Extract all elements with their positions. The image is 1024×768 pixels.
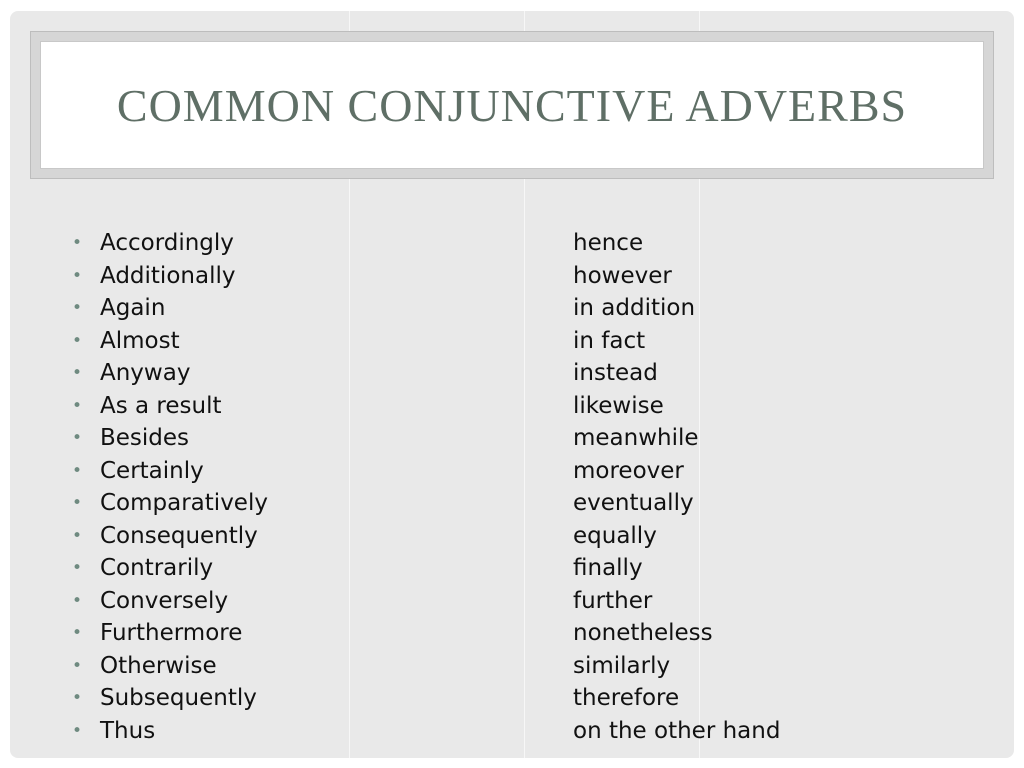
- left-adverb-list: [72, 227, 268, 747]
- list-item-text: As a result: [100, 392, 222, 419]
- bullet-icon: •: [72, 623, 83, 643]
- list-item: however: [573, 262, 672, 289]
- list-item-text: Furthermore: [100, 620, 243, 646]
- slide-title: COMMON CONJUNCTIVE ADVERBS: [116, 79, 908, 131]
- list-item: [72, 715, 268, 748]
- list-item: [72, 325, 268, 358]
- list-item: in addition: [573, 295, 696, 321]
- bullet-icon: •: [72, 493, 83, 513]
- list-item-text: Additionally: [100, 262, 236, 289]
- bullet-icon: •: [72, 428, 83, 448]
- list-item-text: Again: [100, 295, 166, 321]
- bullet-icon: •: [72, 265, 83, 286]
- list-item: [72, 617, 268, 650]
- list-item: instead: [573, 360, 658, 386]
- list-item: hence: [573, 230, 644, 256]
- bullet-icon: •: [72, 395, 83, 416]
- list-item-text: Contrarily: [100, 555, 214, 581]
- list-item: [72, 455, 268, 488]
- list-item: [72, 422, 268, 455]
- list-item: [72, 357, 268, 390]
- bullet-icon: •: [72, 590, 83, 611]
- bullet-icon: •: [72, 298, 83, 318]
- list-item-text: Accordingly: [100, 230, 234, 256]
- list-item: [72, 650, 268, 683]
- list-item: further: [573, 587, 653, 614]
- list-item-text: Comparatively: [100, 490, 268, 516]
- list-item: finally: [573, 555, 643, 581]
- list-item-text: Anyway: [100, 360, 191, 386]
- bullet-icon: •: [72, 330, 83, 351]
- bullet-icon: •: [72, 460, 83, 481]
- list-item: eventually: [573, 490, 694, 516]
- bullet-icon: •: [72, 233, 83, 253]
- list-item: on the other hand: [573, 717, 781, 744]
- list-item: [72, 585, 268, 618]
- list-item: [72, 487, 268, 520]
- bullet-icon: •: [72, 720, 83, 741]
- title-frame: [30, 31, 994, 179]
- slide: [10, 11, 1014, 758]
- bullet-icon: •: [72, 558, 83, 578]
- list-item: [72, 227, 268, 260]
- list-item: likewise: [573, 392, 664, 419]
- list-item: [72, 682, 268, 715]
- bullet-icon: •: [72, 655, 83, 676]
- list-item: meanwhile: [573, 425, 699, 451]
- list-item-text: Certainly: [100, 457, 204, 484]
- list-item-text: Conversely: [100, 587, 229, 614]
- list-item: therefore: [573, 685, 680, 711]
- list-item-text: Almost: [100, 327, 180, 354]
- list-item-text: Consequently: [100, 522, 258, 549]
- list-item: [72, 260, 268, 293]
- list-item-text: Besides: [100, 425, 190, 451]
- list-item: in fact: [573, 327, 646, 354]
- list-item: equally: [573, 522, 657, 549]
- bullet-icon: •: [72, 525, 83, 546]
- list-item: similarly: [573, 652, 671, 679]
- list-item: [72, 390, 268, 423]
- list-item: [72, 520, 268, 553]
- list-item: [72, 552, 268, 585]
- bullet-icon: •: [72, 363, 83, 383]
- list-item: [72, 292, 268, 325]
- right-adverb-list: [573, 227, 780, 747]
- list-item: nonetheless: [573, 620, 713, 646]
- title-box: [40, 41, 984, 169]
- bullet-icon: •: [72, 688, 83, 708]
- list-item-text: Subsequently: [100, 685, 257, 711]
- list-item: moreover: [573, 457, 684, 484]
- list-item-text: Otherwise: [100, 652, 217, 679]
- list-item-text: Thus: [100, 717, 156, 744]
